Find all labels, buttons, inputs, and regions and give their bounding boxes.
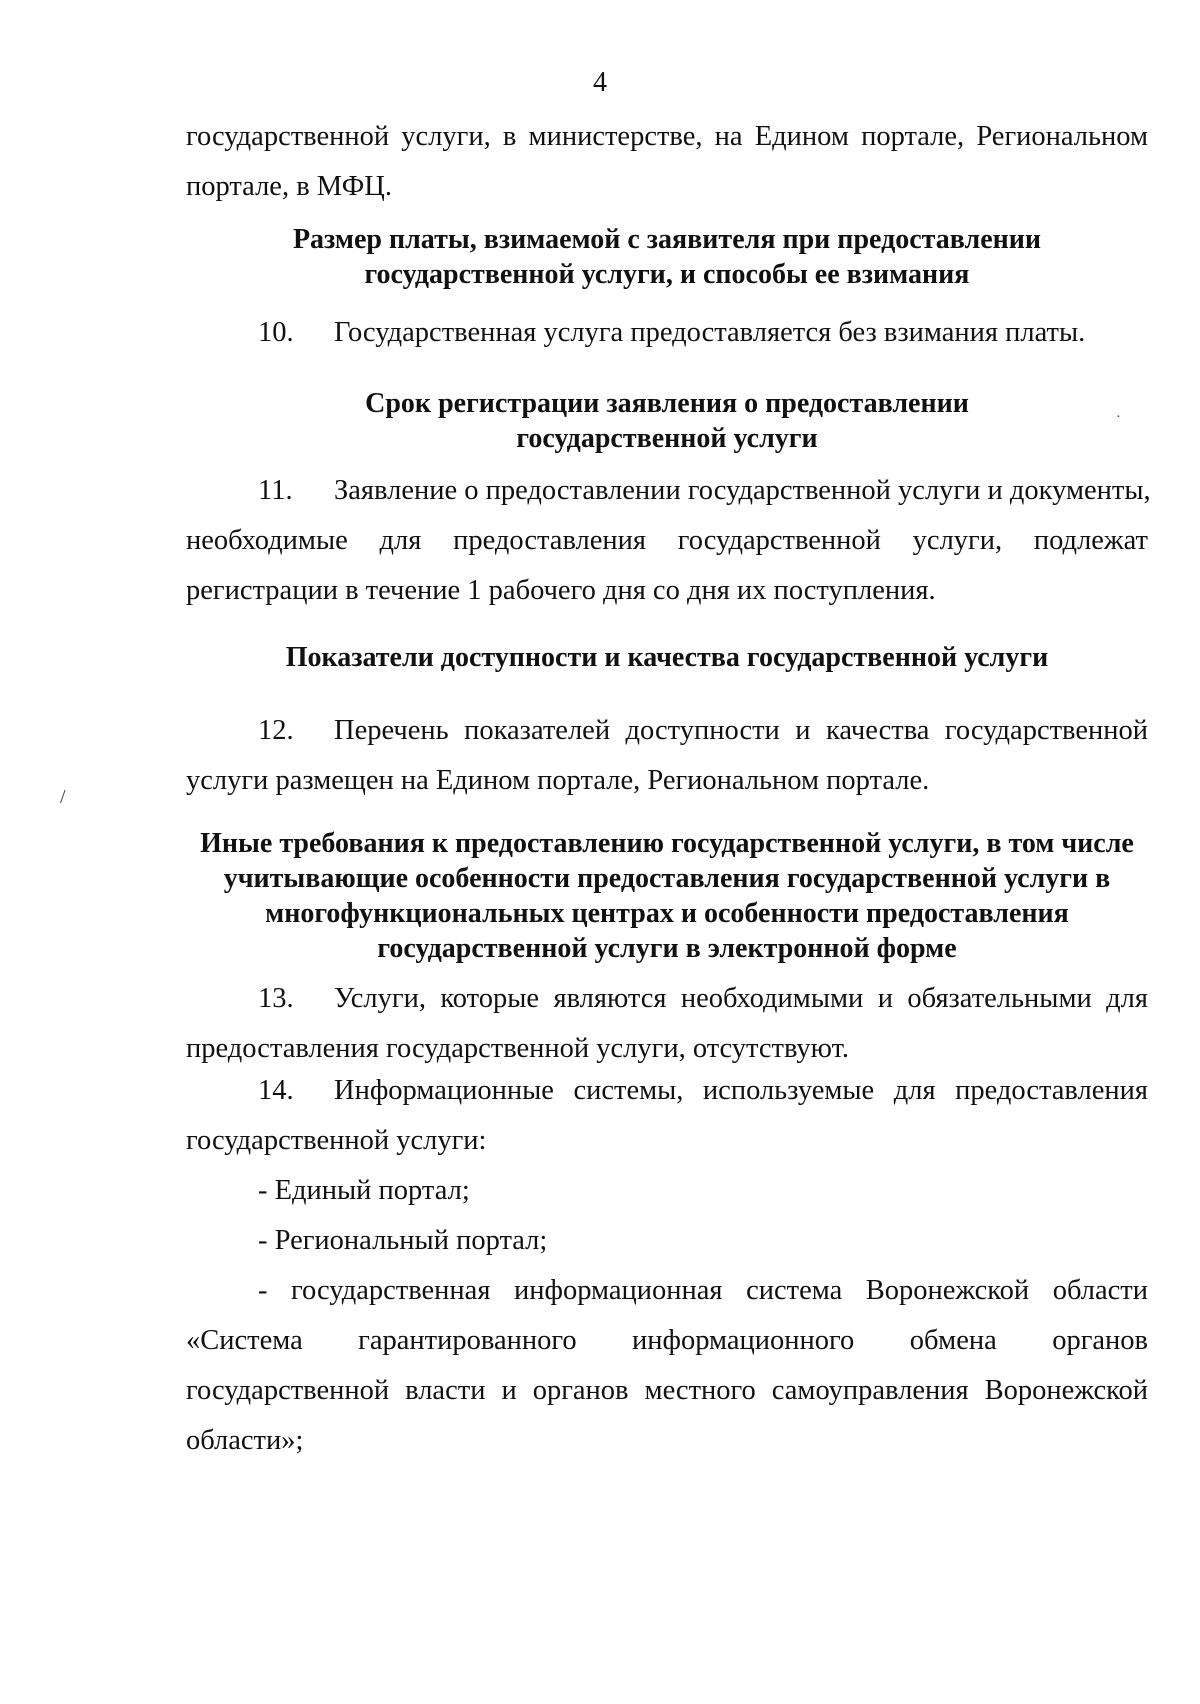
list-item-3-line-3: государственной власти и органов местного самоуправления Воронежской (186, 1375, 1148, 1406)
paragraph-10-text: Государственная услуга предоставляется без взимания платы. (334, 317, 1086, 348)
paragraph-14-number: 14. (258, 1075, 294, 1106)
paragraph-14-line-2: государственной услуги: (186, 1125, 487, 1156)
heading-fee-line-2: государственной услуги, и способы ее взимания (364, 259, 970, 290)
paragraph-12 (186, 706, 1148, 806)
heading-fee-line-1: Размер платы, взимаемой с заявителя при предоставлении (292, 224, 1042, 255)
list-item-2: - Региональный портал; (258, 1225, 548, 1256)
list-item-3-line-4: области»; (186, 1425, 304, 1456)
paragraph-11-text-1: Заявление о предоставлении государственной услуги и документы, (334, 475, 1151, 506)
paragraph-12-text-1: Перечень показателей доступности и качества государственной (334, 715, 1148, 746)
heading-registration-line-2: государственной услуги (516, 423, 818, 454)
heading-other-line-3: многофункциональных центрах и особенности предоставления (265, 898, 1069, 929)
paragraph-12-line-2: услуги размещен на Едином портале, Региональном портале. (186, 765, 930, 796)
paragraph-10 (186, 308, 1148, 358)
paragraph-10-line (186, 308, 1148, 358)
paragraph-10-number: 10. (258, 317, 294, 348)
heading-fee (186, 222, 1148, 292)
heading-other-line-2: учитывающие особенности предоставления государственной услуги в (223, 863, 1111, 894)
heading-quality (186, 640, 1148, 675)
heading-quality-line-1: Показатели доступности и качества государственной услуги (285, 642, 1049, 673)
paragraph-12-line-1 (186, 706, 1148, 756)
page-number: 4 (593, 67, 607, 98)
heading-other-line-4: государственной услуги в электронной форме (377, 933, 957, 964)
paragraph-11-number: 11. (258, 475, 293, 506)
intro-line-1: государственной услуги, в министерстве, на Едином портале, Региональном (186, 121, 1148, 152)
paragraph-11 (186, 466, 1151, 616)
intro-paragraph (186, 112, 1148, 212)
paragraph-11-line-2: необходимые для предоставления государственной услуги, подлежат (186, 525, 1148, 556)
paragraph-11-line-3: регистрации в течение 1 рабочего дня со дня их поступления. (186, 575, 936, 606)
list-item-3-line-1: - государственная информационная система Воронежской области (258, 1275, 1148, 1306)
heading-registration (186, 386, 1148, 456)
heading-other-line-1: Иные требования к предоставлению государственной услуги, в том числе (200, 828, 1134, 859)
paragraph-13-line-1 (186, 974, 1148, 1024)
heading-registration-line-1: Срок регистрации заявления о предоставлении (365, 388, 969, 419)
paragraph-13-number: 13. (258, 983, 294, 1014)
paragraph-12-number: 12. (258, 715, 294, 746)
list-item-3-line-2: «Система гарантированного информационного обмена органов (186, 1325, 1148, 1356)
paragraph-11-line-1 (186, 466, 1151, 516)
list-item-1: - Единый портал; (258, 1175, 470, 1206)
scan-dot: · (1116, 410, 1121, 425)
paragraph-14-line-1 (186, 1066, 1148, 1116)
scan-mark: / (60, 786, 66, 808)
paragraph-14 (186, 1066, 1148, 1466)
paragraph-14-text-1: Информационные системы, используемые для предоставления (334, 1075, 1148, 1106)
paragraph-13-line-2: предоставления государственной услуги, отсутствуют. (186, 1033, 850, 1064)
paragraph-13 (186, 974, 1148, 1074)
heading-other-requirements (186, 826, 1148, 966)
intro-line-2: портале, в МФЦ. (186, 171, 392, 202)
paragraph-13-text-1: Услуги, которые являются необходимыми и обязательными для (334, 983, 1148, 1014)
